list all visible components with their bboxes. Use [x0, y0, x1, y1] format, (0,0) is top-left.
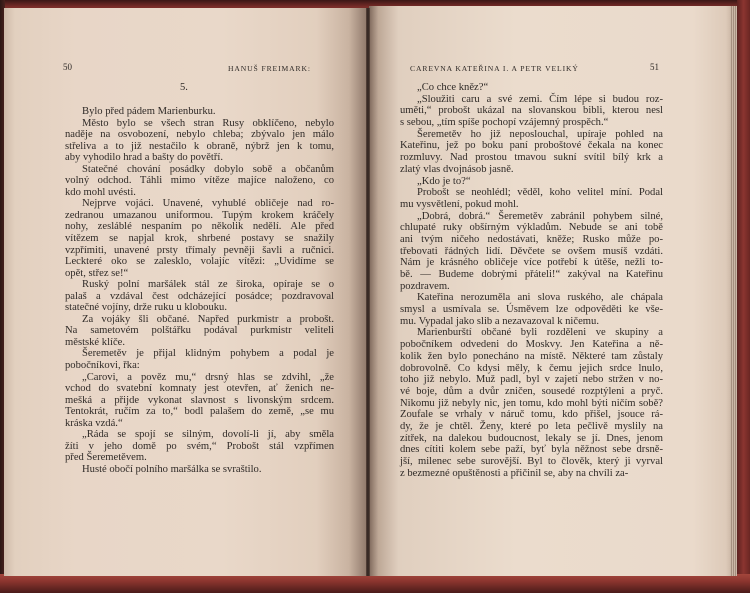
text-line: Nám je krásného obličeje více potřebí k útěše, nežli to-: [400, 257, 663, 269]
text-line: Kateřinu, jež po boku paní proboštové čekala na konec: [400, 140, 663, 152]
text-line: „Ráda se spojí se silným, dovolí-li jí, aby směla: [82, 429, 334, 441]
paragraph: [65, 118, 334, 164]
text-line: třebovati řádných lidí. Děvčete se ovšem musíš vzdáti.: [400, 245, 663, 257]
text-line: před Šeremetěvem.: [65, 452, 147, 464]
text-line: Ruský polní maršálek stál ze široka, opíraje se o: [82, 279, 334, 291]
text-line: „Co chce kněz?“: [417, 82, 489, 93]
paragraph: [400, 292, 663, 327]
text-line: Šeremetěv ho již neposlouchal, upíraje pohled na: [417, 128, 663, 140]
text-line: Probošt se neohlédl; věděl, koho velitel míní. Podal: [417, 187, 663, 199]
paragraph: [65, 429, 334, 464]
paragraph: [65, 372, 334, 430]
text-line: „Dobrá, dobrá.“ Šeremetěv zabránil pohybem silné,: [417, 210, 663, 222]
text-line: kráska vzdá.“: [65, 417, 123, 429]
text-line: „Kdo je to?“: [417, 175, 471, 187]
text-line: „Carovi, a pověz mu,“ drsný hlas se zdvihl, „že: [82, 371, 334, 383]
text-line: zlatý vlas dvojnásob jasně.: [400, 163, 514, 175]
text-line: Marienburští občané byli rozděleni ve skupiny a: [417, 327, 663, 339]
text-line: Město bylo se všech stran Rusy obklíčeno, nebylo: [82, 117, 334, 129]
paragraph: [400, 129, 663, 176]
left-page-text: [65, 106, 334, 476]
section-number: 5.: [180, 82, 188, 93]
paragraph: [65, 106, 334, 118]
text-line: rozmluvy. Nad prostou tmavou sukní svítil bílý krk a: [400, 152, 663, 164]
paragraph: [400, 94, 663, 129]
text-line: statečné vojíny, drže ruku u klobouku.: [65, 302, 228, 314]
paragraph: [65, 279, 334, 314]
text-line: kdo mohl uvésti.: [65, 186, 136, 198]
text-line: dnes cítiti kolem sebe paží, byť byla něžnost sebe drsně-: [400, 444, 663, 456]
paragraph: [65, 164, 334, 199]
book-gutter: [366, 8, 370, 576]
text-line: toho již nebylo. Muž padl, byl v zajetí nebo stržen v no-: [400, 374, 663, 386]
text-line: Husté obočí polního maršálka se svraštilo.: [82, 463, 262, 475]
text-line: vzpřímiti, unavené prsty třímaly pevněji šavli a ručnici.: [65, 244, 334, 256]
paragraph: [65, 314, 334, 349]
text-line: opět, střez se!“: [65, 267, 129, 279]
text-line: zedranou umazanou uniformou. Tupým krokem kráčely: [65, 209, 334, 221]
text-line: palaš a vzdával čest odcházející posádce; pozdravoval: [65, 290, 334, 302]
text-line: pozdravem.: [400, 280, 450, 292]
text-line: z bezmezné opuštěnosti a přičinil se, aby na chvíli za-: [400, 467, 629, 479]
left-running-header: HANUŠ FREIMARK:: [228, 64, 311, 73]
paragraph: [400, 327, 663, 479]
right-page-number: 51: [650, 62, 659, 72]
text-line: mu vysvětlení, pokud mohl.: [400, 198, 519, 210]
book-cover-right-edge: [737, 0, 750, 593]
paragraph: [400, 187, 663, 210]
text-line: Tentokrát, ručím za to,“ bodl palašem do země, „se mu: [65, 406, 334, 418]
text-line: mu. Vypadal jako slib a nezavazoval k ničemu.: [400, 315, 599, 327]
right-page-text: [400, 82, 663, 479]
text-line: naděje na osvobození, nebylo chleba; zbývalo jen málo: [65, 129, 334, 141]
page-edges: [730, 6, 737, 576]
text-line: mešká a přijde vykonat slavnost s livonským srdcem.: [65, 394, 334, 406]
text-line: Za vojáky šli občané. Napřed purkmistr a probošt.: [82, 313, 334, 325]
text-line: vé boje, dům a dvůr zničen, sousedé rozptýleni a pryč.: [400, 385, 663, 397]
text-line: dobrovolně. Co kdysi měly, k čemu jejich srdce lnulo,: [400, 362, 663, 374]
text-line: Zoufale se vrhaly v náruč tomu, kdo přišel, jsouce rá-: [400, 409, 663, 421]
paragraph: [400, 82, 663, 94]
text-line: dy, že je chtěl. Ženy, které po leta pečlivě myslily na: [400, 420, 663, 432]
text-line: Nejprve vojáci. Unavené, vyhublé obličeje nad ro-: [82, 198, 334, 210]
paragraph: [65, 464, 334, 476]
paragraph: [65, 198, 334, 279]
text-line: městské klíče.: [65, 336, 126, 348]
text-line: Statečné chování posádky dobylo sobě a občanům: [82, 163, 334, 175]
text-line: nohy, zesláblé nespaním po několik nedělí. Ale před: [65, 221, 334, 233]
text-line: Šeremetěv je přijal klidným pohybem a podal je: [82, 348, 334, 360]
right-running-header: CAREVNA KATEŘINA I. A PETR VELIKÝ: [410, 64, 579, 73]
text-line: chlupaté ruky obšírným výkladům. Nebude se ani tobě: [400, 222, 663, 234]
text-line: žíti v jeho domě po svém,“ Probošt stál vzpřímen: [65, 440, 334, 452]
text-line: střeliva a to již nestačilo k obraně, nýbrž jen k tomu,: [65, 140, 334, 152]
text-line: „Sloužiti caru a své zemi. Čím lépe si budou roz-: [417, 93, 663, 105]
text-line: Bylo před pádem Marienburku.: [82, 106, 216, 117]
text-line: zítřek, na dalekou budoucnost, lekaly se jí. Dnes, jenom: [400, 432, 663, 444]
text-line: Leckteré oko se zalesklo, volajíc vítězi: „Uvidíme se: [65, 256, 334, 268]
text-line: vítězem se napjal krok, shrbené postavy se snažily: [65, 233, 334, 245]
left-page-number: 50: [63, 62, 72, 72]
text-line: pobočníkovi, řka:: [65, 360, 140, 372]
text-line: s sebou, „tím spíše pochopí vzájemný prospěch.“: [400, 117, 609, 129]
text-line: aby vyhodilo hrad a bašty do povětří.: [65, 152, 223, 164]
text-line: jší, milenec sebe surovější. Byl to člověk, který ji vyrval: [400, 456, 663, 467]
paragraph: [400, 176, 663, 188]
text-line: kolik žen bylo ponecháno na místě. Některé tam zůstaly: [400, 350, 663, 362]
text-line: smysl a usmívala se. Úsměvem lze odpověděti ke vše-: [400, 304, 663, 316]
text-line: ani tvým ničeho nedostávati, kněže; Rusko může po-: [400, 233, 663, 245]
book-cover-bottom-edge: [0, 574, 750, 593]
text-line: bě. — Budeme dobrými přáteli!“ zakýval na Kateřinu: [400, 269, 663, 280]
text-line: vchod do svatební komnaty jest otevřen, ať ženich ne-: [65, 383, 334, 395]
text-line: volný odchod. Táhli mimo vítěze majíce naloženo, co: [65, 175, 334, 187]
text-line: Nikomu již nebyly nic, jen tomu, kdo mohl býti ničím sobě?: [400, 397, 663, 409]
text-line: pobočníkem odvedeni do Moskvy. Jen Kateřina a ně-: [400, 339, 663, 351]
paragraph: [65, 348, 334, 371]
text-line: uměti,“ probošt ukázal na slovanskou bibli, kterou nesl: [400, 105, 663, 117]
text-line: Na sametovém polštářku podával purkmistr veliteli: [65, 325, 334, 337]
paragraph: [400, 211, 663, 293]
text-line: Kateřina nerozuměla ani slova ruského, ale chápala: [417, 292, 663, 304]
